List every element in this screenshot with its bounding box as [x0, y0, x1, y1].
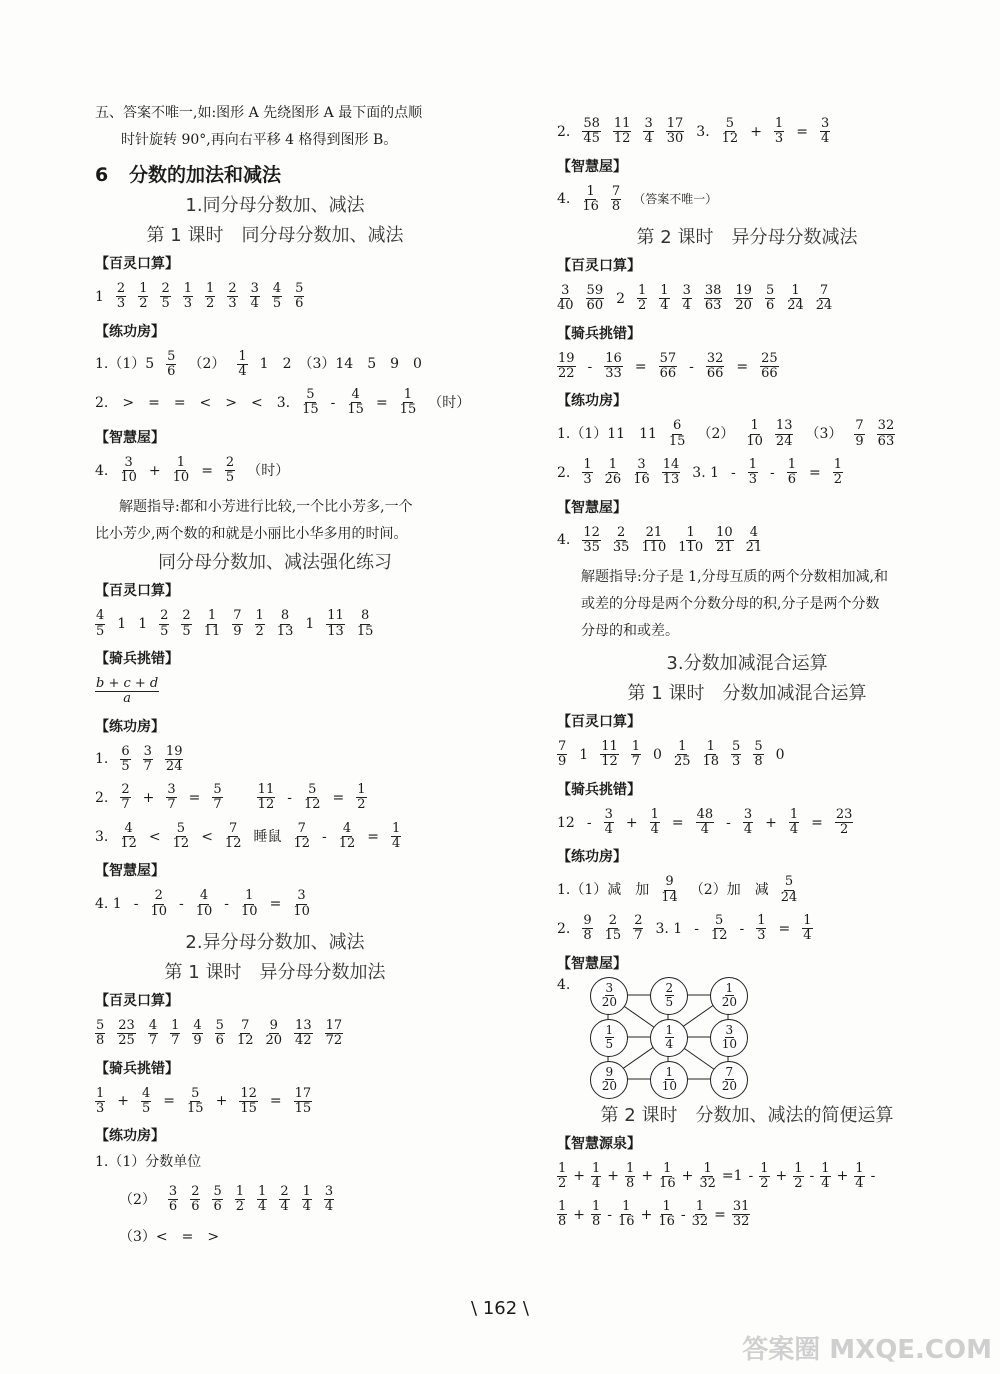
bailing-heading: 【百灵口算】 — [95, 583, 179, 600]
lesson-title: 第 1 课时 异分母分数加法 — [164, 961, 386, 983]
section-title: 3.分数加减混合运算 — [666, 653, 828, 675]
unit-number: 6 — [95, 164, 109, 186]
answer-row: $\frac{1}{8}$ + $\frac{1}{8}$ - $\frac{1}{16}$ + $\frac{1}{16}$ - $\frac{1}{32}$ = $\frac{31}{32}$ — [558, 1199, 750, 1230]
lesson-title: 第 2 课时 异分母分数减法 — [636, 227, 858, 249]
answer-text: 1.（1）分数单位 — [95, 1154, 202, 1171]
zhihui-heading: 【智慧屋】 — [557, 158, 627, 175]
answer-row: $\frac{1}{3}$ + $\frac{4}{5}$ = $\frac{5}{15}$ + $\frac{12}{15}$ = $\frac{17}{15}$ — [96, 1085, 312, 1116]
unit-hour: （时） — [428, 394, 471, 411]
answer-text: 2. > = = < > < 3. — [95, 394, 291, 411]
answer-row: 2. $\frac{9}{8}$ $\frac{2}{15}$ $\frac{2}{7}$ 3. 1 - $\frac{5}{12}$ - $\frac{1}{3}$ = $\frac{1}{4}$ — [557, 912, 812, 944]
qibing-denominator: a — [123, 691, 131, 707]
answer-row: 2. $\frac{1}{3}$ $\frac{1}{26}$ $\frac{3}{16}$ $\frac{14}{13}$ 3. 1 - $\frac{1}{3}$ - $\frac{1}{6}$ = $\frac{1}{2}$ — [557, 456, 843, 488]
answer-row: $\frac{7}{9}$ 1 $\frac{11}{12}$ $\frac{1}{7}$ 0 $\frac{1}{25}$ $\frac{1}{18}$ $\frac{5}{3}$ $\frac{5}{8}$ 0 — [558, 739, 785, 770]
hint-line2: 比小芳少,两个数的和就是小丽比小华多用的时间。 — [95, 526, 408, 543]
qibing-heading: 【骑兵挑错】 — [557, 781, 641, 798]
answer-note: （答案不唯一） — [633, 192, 718, 207]
circle-puzzle-row: 4. $\frac{3}{20}$ $\frac{2}{5}$ $\frac{1}{20}$ $\frac{1}{5}$ $\frac{1}{4}$ $\frac{3}{10}$ $\frac{9}{20}$ $\frac{1}{10}$ $\frac{7}{20}$ — [557, 977, 937, 1097]
watermark-logo: 答案圈 MXQE.COM — [742, 1335, 992, 1365]
puzzle-node: $\frac{9}{20}$ — [590, 1061, 628, 1099]
lesson-title: 第 1 课时 同分母分数加、减法 — [146, 225, 404, 246]
bailing-heading: 【百灵口算】 — [557, 714, 641, 731]
section-title: 1.同分母分数加、减法 — [185, 195, 365, 216]
page-number: \ 162 \ — [471, 1298, 529, 1319]
zhihui-heading: 【智慧屋】 — [557, 499, 627, 516]
answer-text: 睡鼠 — [253, 828, 282, 845]
puzzle-node: $\frac{3}{10}$ — [710, 1019, 748, 1057]
puzzle-node: $\frac{1}{20}$ — [710, 977, 748, 1015]
liangong-heading: 【练功房】 — [95, 323, 165, 340]
bailing-heading: 【百灵口算】 — [557, 258, 641, 275]
answer-row: 4. $\frac{3}{10}$ + $\frac{1}{10}$ = $\frac{2}{5}$ （时） — [95, 454, 290, 486]
hint-line3: 分母的和或差。 — [581, 623, 679, 640]
puzzle-node: $\frac{1}{10}$ — [650, 1061, 688, 1099]
left-column — [95, 100, 471, 1251]
q5-answer-line2: 时针旋转 90°,再向右平移 4 格得到图形 B。 — [121, 132, 398, 148]
answer-row: 1 $\frac{2}{3}$ $\frac{1}{2}$ $\frac{2}{5}$ $\frac{1}{3}$ $\frac{1}{2}$ $\frac{2}{3}$ $\frac{3}{4}$ $\frac{4}{5}$ $\frac{5}{6}$ — [95, 281, 304, 312]
hint-line2: 或差的分母是两个分数分母的积,分子是两个分数 — [581, 596, 880, 613]
circle-puzzle — [590, 977, 750, 1097]
answer-text: 1.（1）减 加 — [557, 882, 650, 899]
puzzle-node: $\frac{3}{20}$ — [590, 977, 628, 1015]
puzzle-node: $\frac{1}{4}$ — [650, 1019, 688, 1057]
answer-row: $\frac{4}{5}$ 1 1 $\frac{2}{5}$ $\frac{2}{5}$ $\frac{1}{11}$ $\frac{7}{9}$ $\frac{1}{2}$ $\frac{8}{13}$ 1 $\frac{11}{13}$ $\frac{8}{15}$ — [96, 608, 374, 639]
answer-text: 1 2 （3）14 5 9 0 — [259, 356, 422, 373]
qibing-numerator: b + c + d — [96, 675, 159, 691]
lesson-title: 第 1 课时 分数加减混合运算 — [627, 683, 867, 705]
answer-row: $\frac{19}{22}$ - $\frac{16}{33}$ = $\frac{57}{66}$ - $\frac{32}{66}$ = $\frac{25}{66}$ — [558, 350, 778, 382]
section-title: 2.异分母分数加、减法 — [185, 931, 365, 953]
liangong-heading: 【练功房】 — [95, 718, 165, 735]
answer-text: （3）< = > — [119, 1228, 220, 1245]
liangong-heading: 【练功房】 — [557, 393, 627, 410]
unit-hour: （时） — [247, 462, 290, 479]
liangong-heading: 【练功房】 — [95, 1128, 165, 1145]
bailing-heading: 【百灵口算】 — [95, 992, 179, 1009]
answer-row: 1.（1）5 $\frac{5}{6}$ （2） $\frac{1}{4}$ 1 2 （3）14 5 9 0 — [95, 348, 422, 379]
qibing-heading: 【骑兵挑错】 — [95, 1060, 179, 1077]
answer-row: 1.（1）减 加 $\frac{9}{14}$ （2）加 减 $\frac{5}{24}$ — [557, 874, 798, 905]
answer-row: 4. 1 - $\frac{2}{10}$ - $\frac{4}{10}$ - $\frac{1}{10}$ = $\frac{3}{10}$ — [95, 888, 310, 919]
answer-row: 2. $\frac{58}{45}$ $\frac{11}{12}$ $\frac{3}{4}$ $\frac{17}{30}$ 3. $\frac{5}{12}$ + $\frac{1}{3}$ = $\frac{3}{4}$ — [557, 116, 830, 147]
answer-row: 12 - $\frac{3}{4}$ + $\frac{1}{4}$ = $\frac{48}{4}$ - $\frac{3}{4}$ + $\frac{1}{4}$ = $\frac{23}{2}$ — [557, 806, 853, 838]
answer-row: （2） $\frac{3}{6}$ $\frac{2}{6}$ $\frac{5}{6}$ $\frac{1}{2}$ $\frac{1}{4}$ $\frac{2}{4}$ $\frac{1}{4}$ $\frac{3}{4}$ — [119, 1184, 334, 1215]
answer-row: 1. $\frac{6}{5}$ $\frac{3}{7}$ $\frac{19}{24}$ — [95, 743, 183, 774]
zhihui-heading: 【智慧屋】 — [95, 863, 165, 880]
puzzle-node: $\frac{1}{5}$ — [590, 1019, 628, 1057]
lesson-title: 第 2 课时 分数加、减法的简便运算 — [600, 1104, 894, 1126]
answer-text: （2） — [119, 1191, 156, 1208]
answer-row — [95, 677, 455, 707]
answer-row: $\frac{1}{2}$ + $\frac{1}{4}$ + $\frac{1}{8}$ + $\frac{1}{16}$ + $\frac{1}{32}$ =1 - $\frac{1}{2}$ + $\frac{1}{2}$ - $\frac{1}{4}$ + $\frac{1}{4}$ - — [558, 1160, 876, 1191]
answer-row: $\frac{5}{8}$ $\frac{23}{25}$ $\frac{4}{7}$ $\frac{1}{7}$ $\frac{4}{9}$ $\frac{5}{6}$ $\frac{7}{12}$ $\frac{9}{20}$ $\frac{13}{42}$ $\frac{17}{72}$ — [96, 1017, 343, 1049]
answer-row: 4. $\frac{1}{16}$ $\frac{7}{8}$ （答案不唯一） — [557, 183, 718, 214]
answer-row: 4. $\frac{12}{35}$ $\frac{2}{35}$ $\frac{21}{110}$ $\frac{1}{110}$ $\frac{10}{21}$ $\frac{4}{21}$ — [557, 524, 763, 555]
puzzle-node: $\frac{7}{20}$ — [710, 1061, 748, 1099]
puzzle-node: $\frac{2}{5}$ — [650, 977, 688, 1015]
zhihui-heading: 【智慧屋】 — [95, 429, 165, 446]
zhihui-heading: 【智慧屋】 — [557, 955, 627, 972]
answer-text: （2）加 减 — [689, 882, 769, 899]
bailing-heading: 【百灵口算】 — [95, 256, 179, 272]
q5-answer-line1: 五、答案不唯一,如:图形 A 先绕图形 A 最下面的点顺 — [95, 105, 423, 121]
practice-title: 同分母分数加、减法强化练习 — [158, 552, 392, 574]
answer-row: 2. $\frac{2}{7}$ + $\frac{3}{7}$ = $\frac{5}{7}$ $\frac{11}{12}$ - $\frac{5}{12}$ = $\frac{1}{2}$ — [95, 782, 366, 813]
unit-title: 分数的加法和减法 — [129, 164, 282, 186]
answer-row: 3. $\frac{4}{12}$ < $\frac{5}{12}$ < $\frac{7}{12}$ 睡鼠 $\frac{7}{12}$ - $\frac{4}{12}$ = $\frac{1}{4}$ — [95, 820, 401, 852]
answer-text: 1.（1）5 — [95, 356, 155, 373]
hint-line1: 解题指导:都和小芳进行比较,一个比小芳多,一个 — [119, 499, 413, 516]
answer-row: 1.（1）11 11 $\frac{6}{15}$ （2） $\frac{1}{10}$ $\frac{13}{24}$ （3） $\frac{7}{9}$ $\frac{32}{63}$ — [557, 418, 895, 449]
right-column — [557, 108, 937, 1239]
answer-row: 2. > = = < > < 3. $\frac{5}{15}$ - $\frac{4}{15}$ = $\frac{1}{15}$ （时） — [95, 387, 471, 418]
hint-line1: 解题指导:分子是 1,分母互质的两个分数相加减,和 — [581, 569, 888, 586]
liangong-heading: 【练功房】 — [557, 849, 627, 866]
unit-heading — [95, 160, 455, 187]
qibing-heading: 【骑兵挑错】 — [95, 650, 179, 667]
qibing-heading: 【骑兵挑错】 — [557, 325, 641, 342]
answer-row: $\frac{3}{40}$ $\frac{59}{60}$ 2 $\frac{1}{2}$ $\frac{1}{4}$ $\frac{3}{4}$ $\frac{38}{63}$ $\frac{19}{20}$ $\frac{5}{6}$ $\frac{1}{24}$ $\frac{7}{24}$ — [557, 283, 833, 314]
answer-text: （2） — [188, 356, 226, 373]
yuanquan-heading: 【智慧源泉】 — [557, 1135, 641, 1152]
